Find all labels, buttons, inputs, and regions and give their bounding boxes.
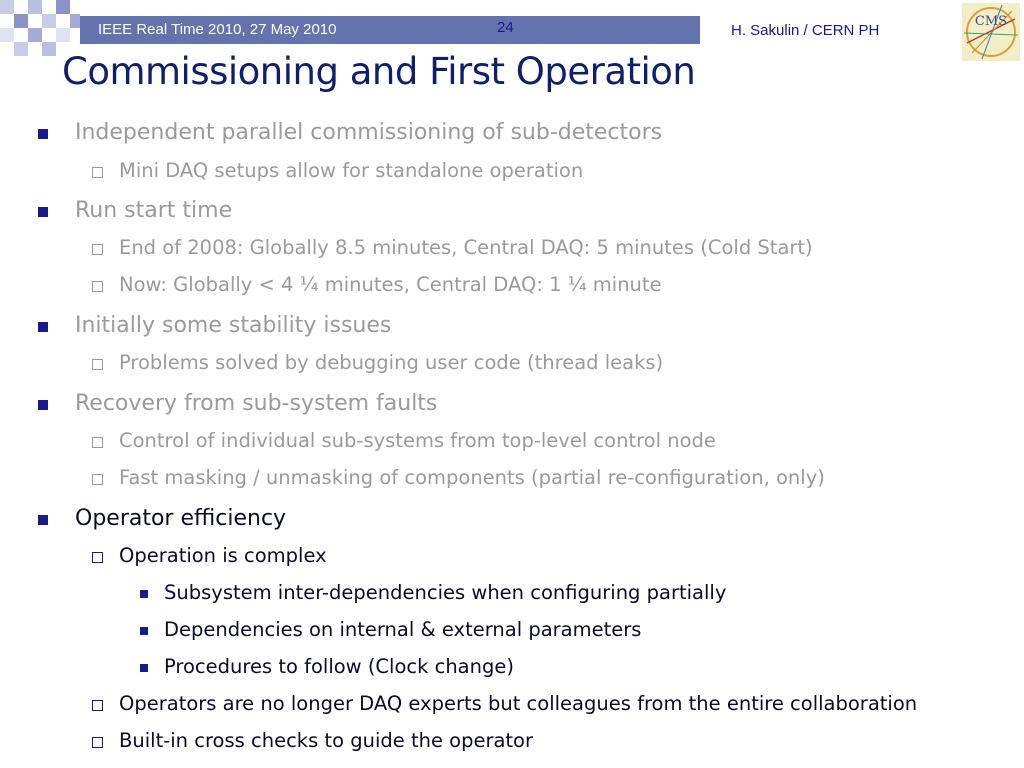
sub-bullet-text: Operators are no longer DAQ experts but colleagues from the entire collaboration [119,692,918,715]
sub-bullet-text: Problems solved by debugging user code (thread leaks) [119,351,664,374]
header-author: H. Sakulin / CERN PH [731,22,880,39]
bullet-square-icon [38,515,48,525]
subsub-bullet-icon [140,590,148,598]
decor-square [0,28,14,42]
sub-bullet-icon [92,281,103,292]
sub-bullet-text: Fast masking / unmasking of components (partial re-configuration, only) [119,466,825,489]
subsub-bullet-icon [140,664,148,672]
sub-bullet-icon [92,244,103,255]
bullet-square-icon [38,322,48,332]
cms-logo [962,3,1020,61]
decor-square [28,28,42,42]
decor-square [28,0,42,14]
bullet-text: Initially some stability issues [75,313,392,338]
page-number: 24 [497,19,514,36]
bullet-text: Recovery from sub-system faults [75,391,438,416]
logo-text: CMS [974,14,1008,29]
bullet-square-icon [38,207,48,217]
sub-bullet-text: Control of individual sub-systems from top-level control node [119,429,716,452]
subsub-bullet-icon [140,627,148,635]
decor-square [0,0,14,14]
decor-square [14,42,28,56]
sub-bullet-icon [92,552,103,563]
sub-bullet-text: Operation is complex [119,544,327,567]
sub-bullet-icon [92,737,103,748]
bullet-square-icon [38,129,48,139]
decor-square [56,28,70,42]
sub-bullet-text: Built-in cross checks to guide the operator [119,729,534,752]
sub-bullet-text: Now: Globally < 4 ¼ minutes, Central DAQ: 1 ¼ minute [119,273,662,296]
sub-bullet-icon [92,474,103,485]
bullet-text: Run start time [75,198,233,223]
header-event: IEEE Real Time 2010, 27 May 2010 [98,21,337,38]
decor-square [70,14,80,28]
sub-bullet-icon [92,700,103,711]
decor-square [42,14,56,28]
decor-square [42,42,56,56]
bullet-text: Independent parallel commissioning of sub-detectors [75,120,663,145]
bullet-text: Operator efficiency [75,506,287,531]
subsub-bullet-text: Subsystem inter-dependencies when configuring partially [164,581,727,604]
subsub-bullet-text: Dependencies on internal & external parameters [164,618,642,641]
sub-bullet-icon [92,167,103,178]
sub-bullet-text: Mini DAQ setups allow for standalone operation [119,159,584,182]
sub-bullet-icon [92,359,103,370]
slide-title: Commissioning and First Operation [62,50,696,93]
sub-bullet-text: End of 2008: Globally 8.5 minutes, Central DAQ: 5 minutes (Cold Start) [119,236,813,259]
bullet-square-icon [38,400,48,410]
decor-square [56,0,70,14]
sub-bullet-icon [92,437,103,448]
decor-square [14,14,28,28]
subsub-bullet-text: Procedures to follow (Clock change) [164,655,514,678]
